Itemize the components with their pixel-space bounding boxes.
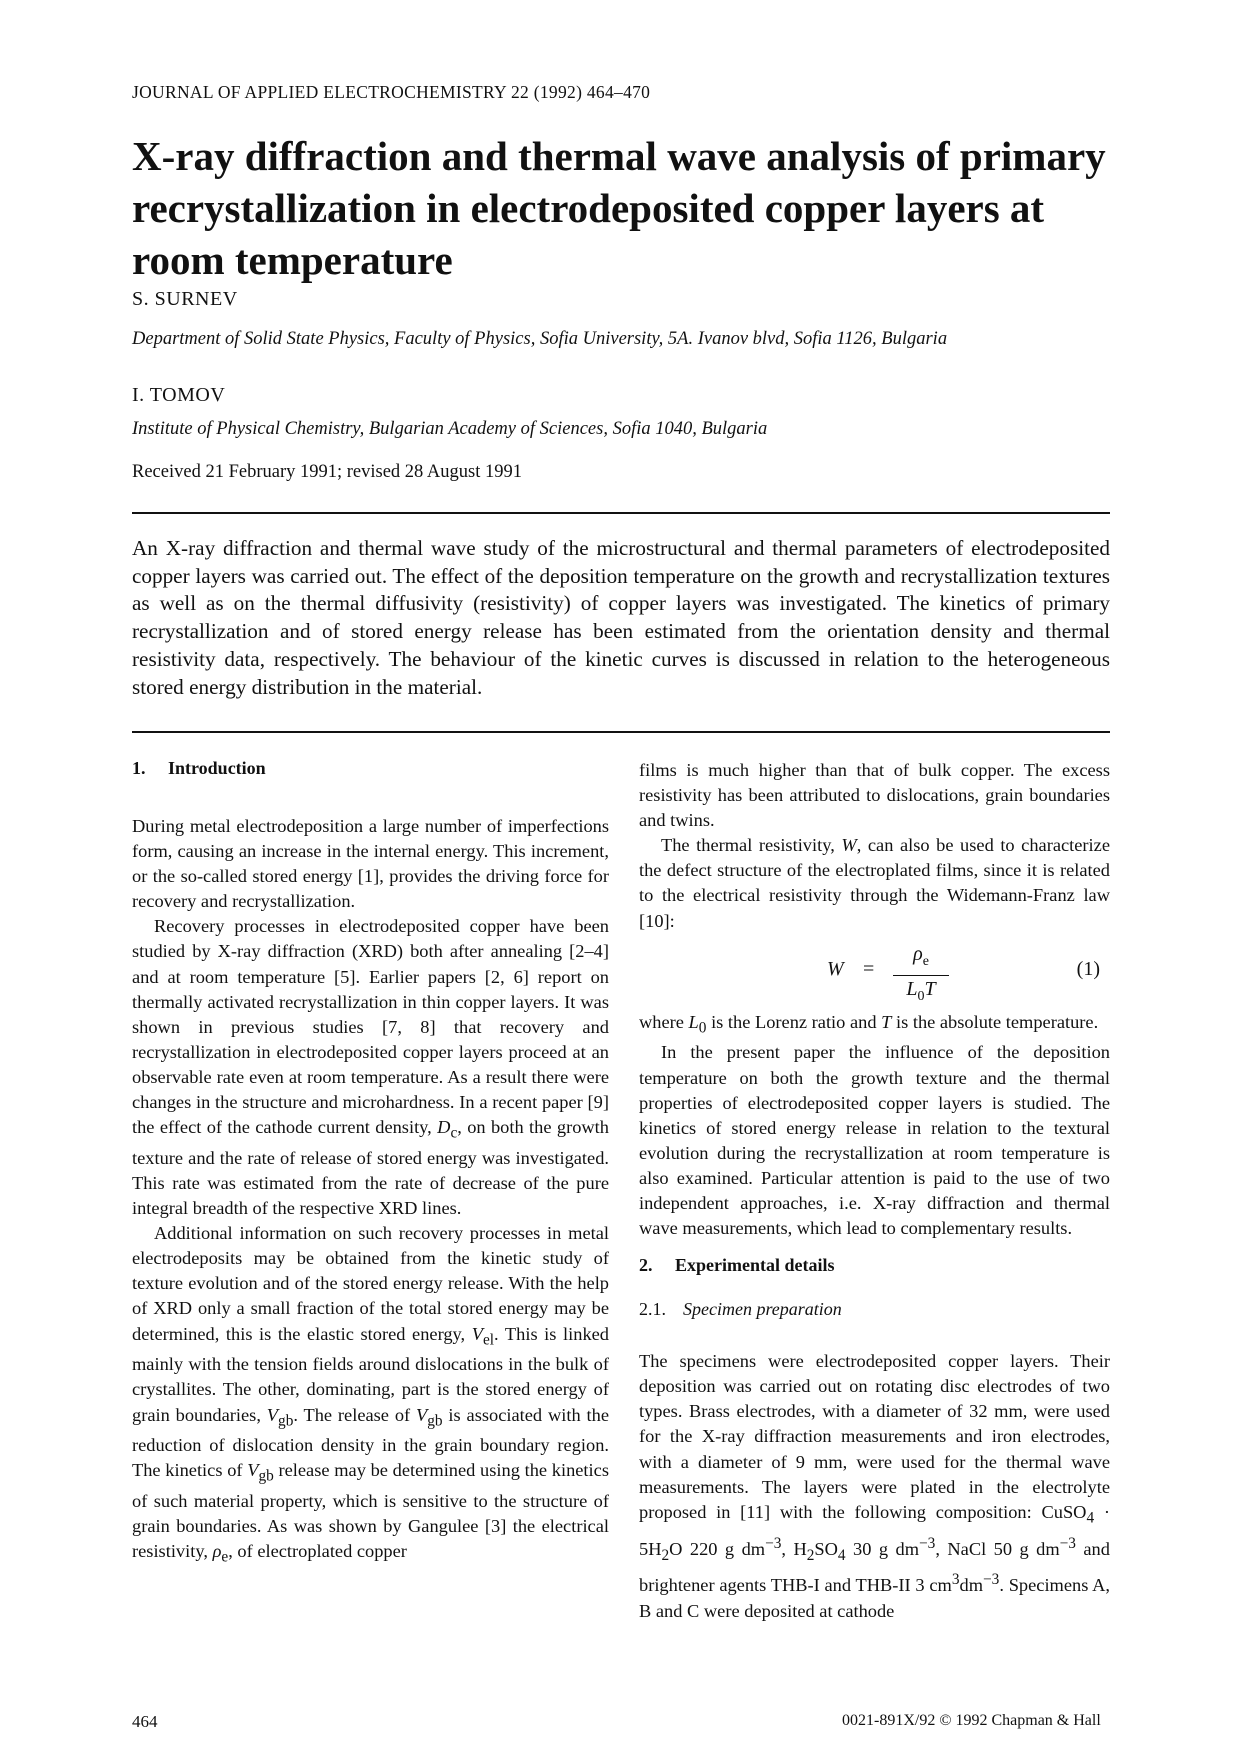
author-name: I. TOMOV [132, 384, 226, 406]
right-column [639, 758, 1110, 1624]
equation-lhs: W [827, 957, 844, 980]
abstract: An X-ray diffraction and thermal wave study of the microstructural and thermal parameters of electrodeposited copper layers was carried out. The effect of the deposition temperature on the growth and recrystallization textures as well as on the thermal diffusivity (resistivity) of copper layers was investigated. The kinetics of primary recrystallization and of stored energy release has been estimated from the orientation density and thermal resistivity data, respectively. The behaviour of the kinetic curves is discussed in relation to the heterogeneous stored energy distribution in the material. [132, 536, 1110, 699]
author-name: S. SURNEV [132, 288, 238, 310]
divider [132, 731, 1110, 733]
author-affiliation: Institute of Physical Chemistry, Bulgarian Academy of Sciences, Sofia 1040, Bulgaria [132, 419, 768, 439]
paragraph: Recovery processes in electrodeposited copper have been studied by X-ray diffraction (XRD) both after annealing [2–4] and at room temperature [5]. Earlier papers [2, 6] report on thermally activated recrystallization in thin copper layers. It was shown in previous studies [7, 8] that recovery and recrystallization in electrodeposited copper layers proceed at an observable rate even at room temperature. As a result there were changes in the structure and microhardness. In a recent paper [9] the effect of the cathode current density, $D_c$, on both the growth texture and the rate of release of stored energy was investigated. This rate was estimated from the rate of decrease of the pure integral breadth of the respective XRD lines. [132, 916, 609, 1219]
equation-equals: = [863, 957, 875, 980]
copyright-line: 0021-891X/92 © 1992 Chapman & Hall [842, 1712, 1101, 1729]
subsection-heading [639, 1299, 1110, 1333]
section-heading [639, 1255, 1110, 1289]
equation [639, 942, 1110, 1002]
paragraph: films is much higher than that of bulk copper. The excess resistivity has been attributed to dislocations, grain boundaries and twins. [639, 760, 1110, 831]
section-number: 1. [132, 758, 146, 778]
paragraph: where $L_0$ is the Lorenz ratio and T is the absolute temperature. [639, 1011, 1099, 1037]
subsection-number: 2.1. [639, 1299, 666, 1320]
equation-fraction: $\frac{\rho_e}{L_0T}$ [893, 942, 949, 1010]
equation-number: (1) [1076, 957, 1100, 980]
article-title: X-ray diffraction and thermal wave analysis of primary recrystallization in electrodeposited copper layers at room temperature [132, 133, 1106, 283]
journal-header: JOURNAL OF APPLIED ELECTROCHEMISTRY 22 (1992) 464–470 [132, 82, 651, 102]
paragraph: The specimens were electrodeposited copper layers. Their deposition was carried out on rotating disc electrodes of two types. Brass electrodes, with a diameter of 32 mm, were used for the X-ray diffraction measurements and iron electrodes, with a diameter of 9 mm, were used for the thermal wave measurements. The layers were plated in the electrolyte proposed in [11] with the following composition: CuSO$_4$ · $5H_2O$ 220 g $dm^{-3}$, $H_2SO_4$ 30 g $dm^{-3}$, NaCl 50 g $dm^{-3}$ and brightener agents THB-I and THB-II 3 $cm^3dm^{-3}$. Specimens A, B and C were deposited at cathode [639, 1351, 1110, 1621]
page-number: 464 [132, 1712, 158, 1731]
paragraph: The thermal resistivity, W, can also be used to characterize the defect structure of the electroplated films, since it is related to the electrical resistivity through the Widemann-Franz law [10]: [639, 835, 1110, 931]
author-affiliation: Department of Solid State Physics, Faculty of Physics, Sofia University, 5A. Ivanov blvd, Sofia 1126, Bulgaria [132, 329, 948, 349]
paragraph: During metal electrodeposition a large number of imperfections form, causing an increase in the internal energy. This increment, or the so-called stored energy [1], provides the driving force for recovery and recrystallization. [132, 816, 609, 912]
section-title: Introduction [168, 758, 266, 778]
left-column [132, 758, 609, 1570]
divider [132, 512, 1110, 514]
section-heading [132, 758, 609, 792]
subsection-title: Specimen preparation [683, 1299, 842, 1320]
section-number: 2. [639, 1255, 653, 1276]
section-title: Experimental details [675, 1255, 835, 1276]
received-dates: Received 21 February 1991; revised 28 August 1991 [132, 462, 522, 482]
paragraph: In the present paper the influence of the deposition temperature on both the growth texture and the thermal properties of electrodeposited copper layers is studied. The kinetics of stored energy release in relation to the textural evolution during the recrystallization at room temperature is also examined. Particular attention is paid to the use of two independent approaches, i.e. X-ray diffraction and thermal wave measurements, which lead to complementary results. [639, 1042, 1110, 1239]
paragraph: Additional information on such recovery processes in metal electrodeposits may be obtained from the kinetic study of texture evolution and of the stored energy release. With the help of XRD only a small fraction of the total stored energy may be determined, this is the elastic stored energy, $V_{el}$. This is linked mainly with the tension fields around dislocations in the bulk of crystallites. The other, dominating, part is the stored energy of grain boundaries, $V_{gb}$. The release of $V_{gb}$ is associated with the reduction of dislocation density in the grain boundary region. The kinetics of $V_{gb}$ release may be determined using the kinetics of such material property, which is sensitive to the structure of grain boundaries. As was shown by Gangulee [3] the electrical resistivity, $\rho_e$, of electroplated copper [132, 1223, 610, 1566]
